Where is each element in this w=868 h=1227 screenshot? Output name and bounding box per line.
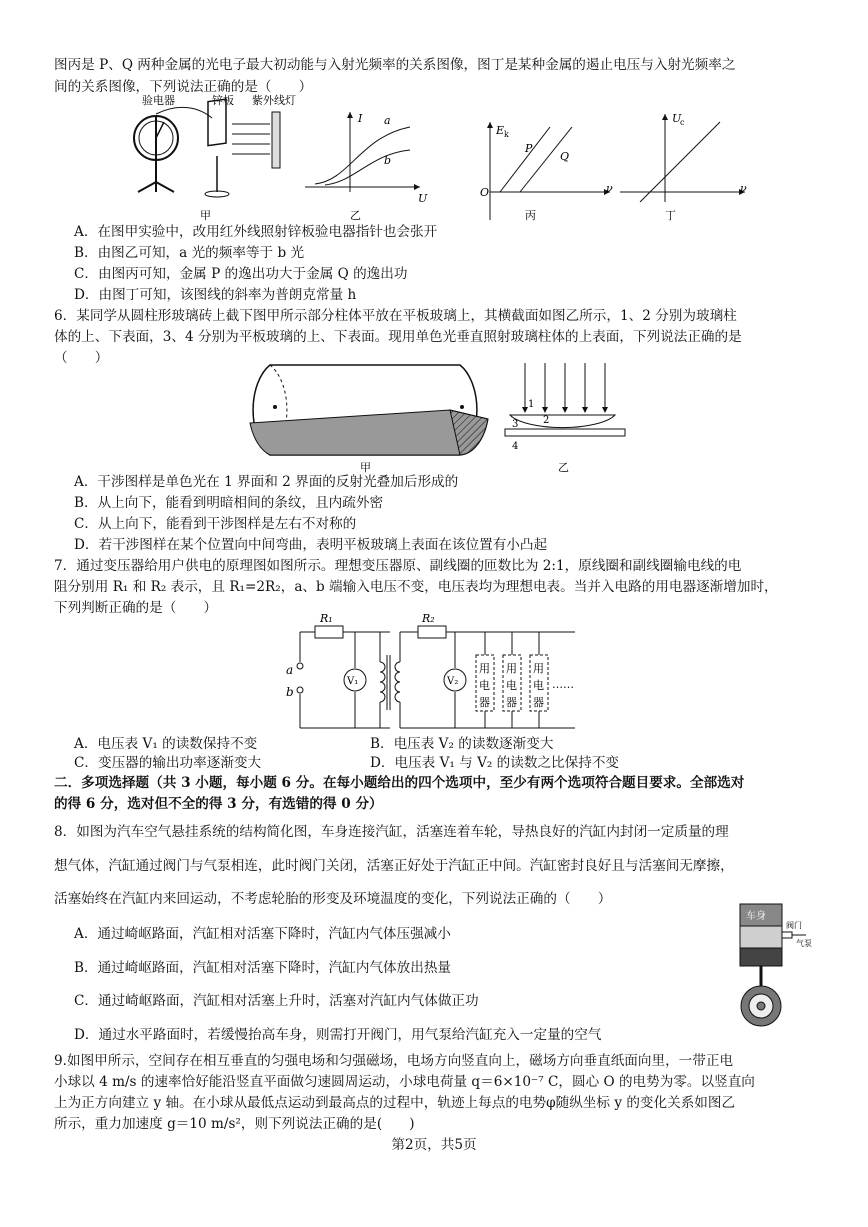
q7-stem-line-2: 阻分别用 R₁ 和 R₂ 表示，且 R₁=2R₂，a、b 端输入电压不变，电压表均为理想电表。当并入电路的用电器逐渐增加时， [54,579,778,595]
q5-figures [120,92,770,222]
svg-text:电: 电 [506,679,517,692]
q8-stem-line-1: 8．如图为汽车空气悬挂系统的结构简化图，车身连接汽缸，活塞连着车轮，导热良好的汽缸内封闭一定质量的理 [54,824,729,840]
q5-fig-yi [305,112,428,222]
q6-option-c: C．从上向下，能看到干涉图样是左右不对称的 [74,516,357,532]
load-1 [476,632,494,728]
secondary-coil [395,662,400,702]
q6-stem-line-3: （ ） [54,350,109,366]
q6-option-b: B．从上向下，能看到明暗相间的条纹，且内疏外密 [74,495,384,511]
svg-text:器: 器 [533,696,544,709]
primary-coil [380,662,385,702]
svg-text:U: U [672,112,682,125]
q6-option-d: D．若干涉图样在某个位置向中间弯曲，表明平板玻璃上表面在该位置有小凸起 [74,537,548,553]
q6-figures [240,355,630,475]
q9-stem-line-3: 上为正方向建立 y 轴。在小球从最低点运动到最高点的过程中，轨迹上每点的电势φ随纵坐标 y 的变化关系如图乙 [54,1095,736,1111]
q8-stem-line-3: 活塞始终在汽缸内来回运动，不考虑轮胎的形变及环境温度的变化，下列说法正确的（ ） [54,891,612,907]
q9-stem-line-4: 所示，重力加速度 g＝10 m/s²，则下列说法正确的是( ) [54,1116,415,1132]
label-uv: 紫外线灯 [252,94,296,107]
section-2-line-1: 二．多项选择题（共 3 小题，每小题 6 分。在每小题给出的四个选项中，至少有两个选项符合题目要求。全部选对 [54,775,745,791]
svg-text:a: a [286,663,294,677]
q5-fig-jia [134,93,296,222]
q7-option-a: A．电压表 V₁ 的读数保持不变 [74,736,258,752]
svg-text:4: 4 [512,441,519,452]
svg-text:O: O [480,186,490,199]
piston [740,948,782,966]
q6-fig-yi [505,363,625,474]
load-3 [530,632,548,728]
svg-text:b: b [384,154,392,167]
svg-text:电: 电 [533,679,544,692]
svg-text:I: I [358,112,363,125]
label-electroscope: 验电器 [142,94,175,107]
resistor-r2 [418,626,446,638]
q5-option-c: C．由图丙可知，金属 P 的逸出功大于金属 Q 的逸出功 [74,266,408,282]
q7-stem-line-1: 7．通过变压器给用户供电的原理图如图所示。理想变压器原、副线圈的匝数比为 2:1，原线圈和副线圈输电线的电 [54,558,742,574]
q7-option-b: B．电压表 V₂ 的读数逐渐变大 [370,736,554,752]
q5-option-b: B．由图乙可知，a 光的频率等于 b 光 [74,245,305,261]
svg-text:阀门: 阀门 [786,921,802,930]
page-footer: 第2页，共5页 [391,1137,477,1153]
svg-text:b: b [286,685,294,699]
label-bing: 丙 [525,209,536,222]
svg-text:ν: ν [740,182,747,195]
q8-option-d: D．通过水平路面时，若缓慢抬高车身，则需打开阀门，用气泵给汽缸充入一定量的空气 [74,1027,602,1043]
q8-option-c: C．通过崎岖路面，汽缸相对活塞上升时，活塞对汽缸内气体做正功 [74,993,479,1009]
svg-text:E: E [496,124,505,137]
q6-fig-jia [250,365,488,474]
valve [782,932,792,938]
svg-text:1: 1 [528,399,535,410]
q9-stem-line-1: 9.如图甲所示，空间存在相互垂直的匀强电场和匀强磁场，电场方向竖直向上，磁场方向垂直纸面向里，一带正电 [54,1053,734,1069]
q8-option-b: B．通过崎岖路面，汽缸相对活塞下降时，汽缸内气体放出热量 [74,960,452,976]
label-ding: 丁 [665,209,676,222]
q7-circuit [280,610,590,735]
q5-fig-ding [620,112,747,222]
label-yi: 乙 [350,209,361,222]
label-yi: 乙 [558,461,569,474]
q7-option-d: D．电压表 V₁ 与 V₂ 的读数之比保持不变 [370,755,620,771]
q7-option-c: C．变压器的输出功率逐渐变大 [74,755,262,771]
svg-text:R₂: R₂ [422,612,435,625]
q9-stem-line-2: 小球以 4 m/s 的速率恰好能沿竖直平面做匀速圆周运动，小球电荷量 q＝6×10⁻⁷ C，圆心 O 的电势为零。以竖直向 [54,1074,755,1090]
label-zinc: 锌板 [212,94,234,107]
q8-stem-line-2: 想气体，汽缸通过阀门与气泵相连，此时阀门关闭，活塞正好处于汽缸正中间。汽缸密封良好且与活塞间无摩擦， [54,858,734,874]
svg-text:电: 电 [479,679,490,692]
svg-text:器: 器 [506,696,517,709]
q8-option-a: A．通过崎岖路面，汽缸相对活塞下降时，汽缸内气体压强减小 [74,926,451,942]
svg-text:c: c [680,118,685,127]
q6-stem-line-1: 6．某同学从圆柱形玻璃砖上截下图甲所示部分柱体平放在平板玻璃上，其横截面如图乙所示，1、2 分别为玻璃柱 [54,308,737,324]
svg-text:ν: ν [606,182,613,195]
svg-text:……: …… [552,678,574,691]
q5-fig-bing [480,122,613,222]
load-2 [503,632,521,728]
svg-text:用: 用 [533,662,544,675]
q8-suspension-figure [718,900,818,1030]
svg-text:车身: 车身 [746,911,766,922]
uv-lamp [272,112,280,168]
svg-text:U: U [418,192,428,205]
svg-text:V₁: V₁ [347,676,359,687]
resistor-r1 [315,626,343,638]
q5-intro-line-2: 间的关系图像，下列说法正确的是（ ） [54,79,313,95]
svg-text:器: 器 [479,696,490,709]
svg-text:用: 用 [506,662,517,675]
svg-text:V₂: V₂ [447,676,459,687]
q6-stem-line-2: 体的上、下表面，3、4 分别为平板玻璃的上、下表面。现用单色光垂直照射玻璃柱体的上表面，下列说法正确的是 [54,329,742,345]
svg-text:P: P [525,142,533,155]
label-jia: 甲 [360,461,371,474]
q5-option-a: A．在图甲实验中，改用红外线照射锌板验电器指针也会张开 [74,224,438,240]
label-jia: 甲 [200,209,211,222]
q5-option-d: D．由图丁可知，该图线的斜率为普朗克常量 h [74,287,357,303]
q6-option-a: A．干涉图样是单色光在 1 界面和 2 界面的反射光叠加后形成的 [74,474,459,490]
svg-text:气泵: 气泵 [796,939,812,948]
q5-intro-line-1: 图丙是 P、Q 两种金属的光电子最大初动能与入射光频率的关系图像，图丁是某种金属的遏止电压与入射光频率之 [54,57,736,73]
svg-text:R₁: R₁ [320,612,333,625]
svg-text:Q: Q [560,150,570,163]
svg-text:用: 用 [479,662,490,675]
svg-text:a: a [384,114,391,127]
svg-text:k: k [504,130,509,139]
section-2-line-2: 的得 6 分，选对但不全的得 3 分，有选错的得 0 分） [54,796,383,812]
svg-text:3: 3 [512,419,519,430]
q7-stem-line-3: 下列判断正确的是（ ） [54,600,218,616]
svg-text:2: 2 [543,415,550,426]
